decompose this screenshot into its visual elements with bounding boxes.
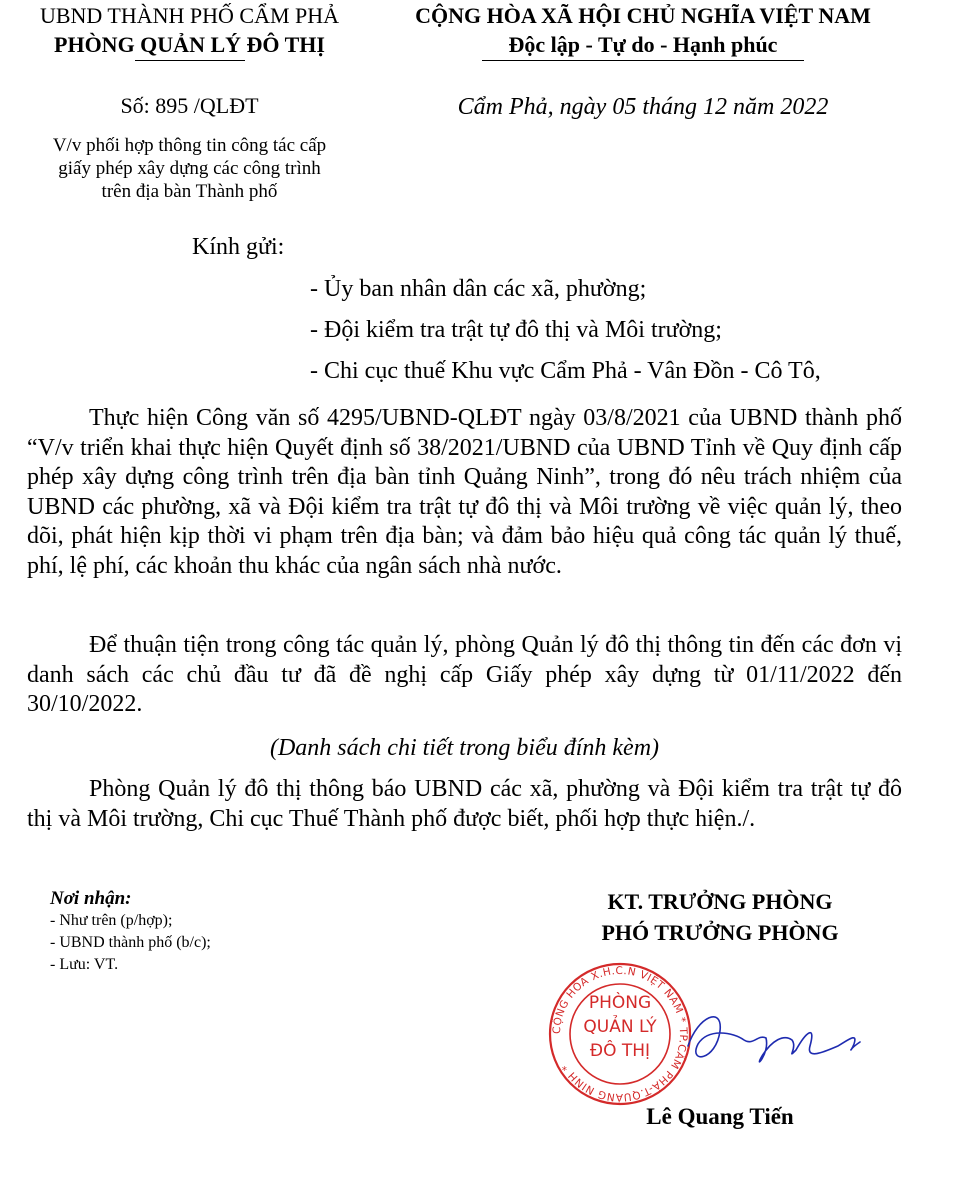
signature-title-1: KT. TRƯỞNG PHÒNG: [607, 889, 833, 914]
official-stamp: [548, 936, 878, 1116]
signature-title-2: PHÓ TRƯỞNG PHÒNG: [601, 920, 839, 945]
receivers-block: [50, 888, 370, 976]
document-date: Cẩm Phả, ngày 05 tháng 12 năm 2022: [457, 94, 829, 120]
recipient-item: - Chi cục thuế Khu vực Cẩm Phả - Vân Đồn - Cô Tô,: [310, 358, 821, 384]
receiver-item: - Lưu: VT.: [50, 956, 119, 973]
stamp-center-line: QUẢN LÝ: [583, 1017, 657, 1037]
document-number: Số: 895 /QLĐT: [120, 93, 259, 118]
receiver-item: - Như trên (p/hợp);: [50, 912, 173, 929]
subject-line: giấy phép xây dựng các công trình: [58, 158, 321, 179]
recipient-item: - Ủy ban nhân dân các xã, phường;: [310, 276, 647, 302]
subject-line: trên địa bàn Thành phố: [101, 181, 278, 202]
issuer-parent: UBND THÀNH PHỐ CẨM PHẢ: [39, 3, 340, 28]
subject-line: V/v phối hợp thông tin công tác cấp: [52, 135, 327, 156]
stamp-center-line: PHÒNG: [588, 993, 652, 1013]
issuer-block: [12, 2, 367, 61]
greeting: Kính gửi:: [192, 234, 285, 260]
body-paragraph-1: Thực hiện Công văn số 4295/UBND-QLĐT ngày 03/8/2021 của UBND thành phố “V/v triển khai thực hiện Quyết định số 38/2021/UBND của UBND Tỉnh về Quy định cấp phép xây dựng công trình trên địa bàn tỉnh Quảng Ninh”, trong đó nêu trách nhiệm của UBND các phường, xã và Đội kiểm tra trật tự đô thị và Môi trường về việc quản lý, theo dõi, phát hiện kịp thời vi phạm trên địa bàn; và đảm bảo hiệu quả công tác quản lý thuế, phí, lệ phí, các khoản thu khác của ngân sách nhà nước.: [27, 405, 902, 579]
recipient-item: - Đội kiểm tra trật tự đô thị và Môi trường;: [310, 317, 722, 343]
national-motto: Độc lập - Tự do - Hạnh phúc: [508, 32, 778, 57]
stamp-center-line: ĐÔ THỊ: [589, 1041, 651, 1061]
body-paragraph-2: Để thuận tiện trong công tác quản lý, phòng Quản lý đô thị thông tin đến các đơn vị danh sách các chủ đầu tư đã đề nghị cấp Giấy phép xây dựng từ 01/11/2022 đến 30/10/2022.: [27, 632, 902, 718]
issuer-underline: [135, 60, 245, 61]
issuer-department: PHÒNG QUẢN LÝ ĐÔ THỊ: [54, 32, 325, 57]
signer-name: Lê Quang Tiến: [646, 1104, 794, 1129]
receivers-title: Nơi nhận:: [50, 888, 132, 909]
body-paragraph-3: Phòng Quản lý đô thị thông báo UBND các xã, phường và Đội kiểm tra trật tự đô thị và Môi trường, Chi cục Thuế Thành phố được biết, phối hợp thực hiện./.: [27, 776, 902, 832]
document-subject: [12, 134, 367, 203]
national-heading: [368, 2, 918, 61]
stamp-ring-text: CỘNG HÒA X.H.C.N VIỆT NAM * TP.CẨM PHẢ-T.QUẢNG NINH *: [550, 964, 690, 1104]
national-title: CỘNG HÒA XÃ HỘI CHỦ NGHĨA VIỆT NAM: [415, 3, 871, 28]
handwritten-signature: [688, 1017, 860, 1062]
motto-underline: [482, 60, 804, 61]
attachment-note: (Danh sách chi tiết trong biểu đính kèm): [269, 735, 660, 761]
receiver-item: - UBND thành phố (b/c);: [50, 934, 211, 951]
